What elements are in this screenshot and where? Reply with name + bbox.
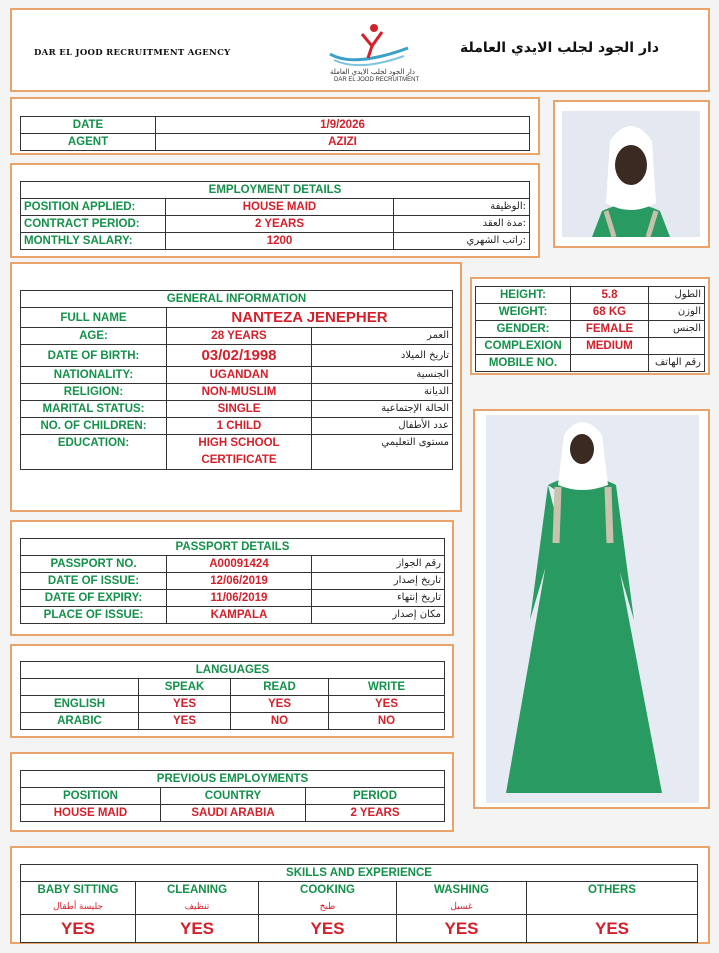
- english-write: YES: [329, 696, 445, 713]
- prev-country-value: SAUDI ARABIA: [161, 805, 306, 822]
- dob-label: DATE OF BIRTH:: [21, 345, 167, 367]
- skill-others-label: OTHERS: [588, 884, 636, 896]
- languages-table: [20, 661, 445, 730]
- education-line-1: HIGH SCHOOL: [198, 437, 280, 449]
- full-name-value: NANTEZA JENEPHER: [167, 308, 453, 328]
- agent-label: AGENT: [21, 134, 156, 151]
- mobile-value: [571, 355, 649, 372]
- age-ar: العمر: [312, 328, 453, 345]
- meta-table: [20, 116, 530, 151]
- english-label: ENGLISH: [21, 696, 139, 713]
- religion-label: RELIGION:: [21, 384, 167, 401]
- children-ar: عدد الأطفال: [312, 418, 453, 435]
- agency-name-en: DAR EL JOOD RECRUITMENT AGENCY: [34, 48, 231, 58]
- date-label: DATE: [21, 117, 156, 134]
- monthly-salary-ar: راتب الشهري:: [394, 233, 530, 250]
- passport-title: PASSPORT DETAILS: [21, 539, 445, 556]
- contract-period-value: 2 YEARS: [166, 216, 394, 233]
- marital-status-label: MARITAL STATUS:: [21, 401, 167, 418]
- general-info-table: [20, 290, 453, 470]
- height-value: 5.8: [571, 287, 649, 304]
- skill-cooking-value: YES: [259, 915, 397, 943]
- skill-cooking: [259, 882, 397, 915]
- portrait-photo: [562, 111, 700, 237]
- prev-country-header: COUNTRY: [161, 788, 306, 805]
- education-value: [167, 435, 312, 470]
- passport-table: [20, 538, 445, 624]
- physical-table: [475, 286, 705, 372]
- skill-cleaning-ar: تنظيف: [184, 901, 210, 911]
- skill-cooking-ar: طبخ: [319, 901, 336, 911]
- weight-value: 68 KG: [571, 304, 649, 321]
- education-line-2: CERTIFICATE: [201, 454, 277, 466]
- monthly-salary-value: 1200: [166, 233, 394, 250]
- dob-ar: تاريخ الميلاد: [312, 345, 453, 367]
- education-ar: مستوى التعليمي: [312, 435, 453, 470]
- issue-date-label: DATE OF ISSUE:: [21, 573, 167, 590]
- expiry-date-value: 11/06/2019: [167, 590, 312, 607]
- full-body-photo: [486, 415, 699, 803]
- passport-no-value: A00091424: [167, 556, 312, 573]
- position-applied-ar: الوظيفة:: [394, 199, 530, 216]
- contract-period-label: CONTRACT PERIOD:: [21, 216, 166, 233]
- languages-title: LANGUAGES: [21, 662, 445, 679]
- speak-header: SPEAK: [139, 679, 231, 696]
- prev-period-value: 2 YEARS: [306, 805, 445, 822]
- expiry-date-label: DATE OF EXPIRY:: [21, 590, 167, 607]
- arabic-read: NO: [231, 713, 329, 730]
- children-value: 1 CHILD: [167, 418, 312, 435]
- age-label: AGE:: [21, 328, 167, 345]
- skill-cleaning: [136, 882, 259, 915]
- general-info-title: GENERAL INFORMATION: [21, 291, 453, 308]
- education-label: EDUCATION:: [21, 435, 167, 470]
- skill-baby-sitting-label: BABY SITTING: [37, 884, 119, 896]
- previous-employments-table: [20, 770, 445, 822]
- skill-baby-sitting-ar: جليسة أطفال: [52, 901, 104, 911]
- skill-cleaning-value: YES: [136, 915, 259, 943]
- place-of-issue-label: PLACE OF ISSUE:: [21, 607, 167, 624]
- monthly-salary-label: MONTHLY SALARY:: [21, 233, 166, 250]
- previous-employments-title: PREVIOUS EMPLOYMENTS: [21, 771, 445, 788]
- prev-period-header: PERIOD: [306, 788, 445, 805]
- passport-no-ar: رقم الجواز: [312, 556, 445, 573]
- nationality-ar: الجنسية: [312, 367, 453, 384]
- complexion-label: COMPLEXION: [476, 338, 571, 355]
- religion-ar: الديانة: [312, 384, 453, 401]
- agent-value: AZIZI: [156, 134, 530, 151]
- religion-value: NON-MUSLIM: [167, 384, 312, 401]
- skill-washing: [397, 882, 527, 915]
- write-header: WRITE: [329, 679, 445, 696]
- contract-period-ar: مدة العقد:: [394, 216, 530, 233]
- employment-title: EMPLOYMENT DETAILS: [21, 182, 530, 199]
- gender-value: FEMALE: [571, 321, 649, 338]
- expiry-date-ar: تاريخ إنتهاء: [312, 590, 445, 607]
- gender-label: GENDER:: [476, 321, 571, 338]
- place-of-issue-ar: مكان إصدار: [312, 607, 445, 624]
- weight-ar: الوزن: [649, 304, 705, 321]
- weight-label: WEIGHT:: [476, 304, 571, 321]
- height-label: HEIGHT:: [476, 287, 571, 304]
- logo-english-caption: DAR EL JOOD RECRUITMENT: [334, 77, 420, 83]
- skill-washing-label: WASHING: [434, 884, 489, 896]
- prev-position-value: HOUSE MAID: [21, 805, 161, 822]
- issue-date-ar: تاريخ إصدار: [312, 573, 445, 590]
- skill-others-value: YES: [527, 915, 698, 943]
- prev-position-header: POSITION: [21, 788, 161, 805]
- place-of-issue-value: KAMPALA: [167, 607, 312, 624]
- skill-cleaning-label: CLEANING: [166, 884, 228, 896]
- age-value: 28 YEARS: [167, 328, 312, 345]
- marital-status-value: SINGLE: [167, 401, 312, 418]
- skill-others: [527, 882, 698, 915]
- skill-baby-sitting-value: YES: [21, 915, 136, 943]
- full-name-label: FULL NAME: [21, 308, 167, 328]
- height-ar: الطول: [649, 287, 705, 304]
- skills-table: [20, 864, 698, 943]
- skills-title: SKILLS AND EXPERIENCE: [21, 865, 698, 882]
- mobile-ar: رقم الهاتف: [649, 355, 705, 372]
- nationality-label: NATIONALITY:: [21, 367, 167, 384]
- nationality-value: UGANDAN: [167, 367, 312, 384]
- children-label: NO. OF CHILDREN:: [21, 418, 167, 435]
- complexion-ar: [649, 338, 705, 355]
- marital-status-ar: الحالة الإجتماعية: [312, 401, 453, 418]
- employment-table: [20, 181, 530, 250]
- arabic-write: NO: [329, 713, 445, 730]
- skill-washing-ar: غسيل: [450, 901, 473, 911]
- position-applied-label: POSITION APPLIED:: [21, 199, 166, 216]
- date-value: 1/9/2026: [156, 117, 530, 134]
- passport-no-label: PASSPORT NO.: [21, 556, 167, 573]
- issue-date-value: 12/06/2019: [167, 573, 312, 590]
- arabic-speak: YES: [139, 713, 231, 730]
- skill-baby-sitting: [21, 882, 136, 915]
- complexion-value: MEDIUM: [571, 338, 649, 355]
- skill-washing-value: YES: [397, 915, 527, 943]
- english-read: YES: [231, 696, 329, 713]
- languages-corner-cell: [21, 679, 139, 696]
- read-header: READ: [231, 679, 329, 696]
- mobile-label: MOBILE NO.: [476, 355, 571, 372]
- logo-arabic-caption: دار الجود لجلب الايدي العاملة: [330, 68, 415, 76]
- skill-cooking-label: COOKING: [300, 884, 355, 896]
- header-panel: [10, 8, 710, 92]
- agency-name-ar: دار الجود لجلب الايدي العاملة: [460, 40, 660, 56]
- position-applied-value: HOUSE MAID: [166, 199, 394, 216]
- dob-value: 03/02/1998: [167, 345, 312, 367]
- arabic-label: ARABIC: [21, 713, 139, 730]
- english-speak: YES: [139, 696, 231, 713]
- gender-ar: الجنس: [649, 321, 705, 338]
